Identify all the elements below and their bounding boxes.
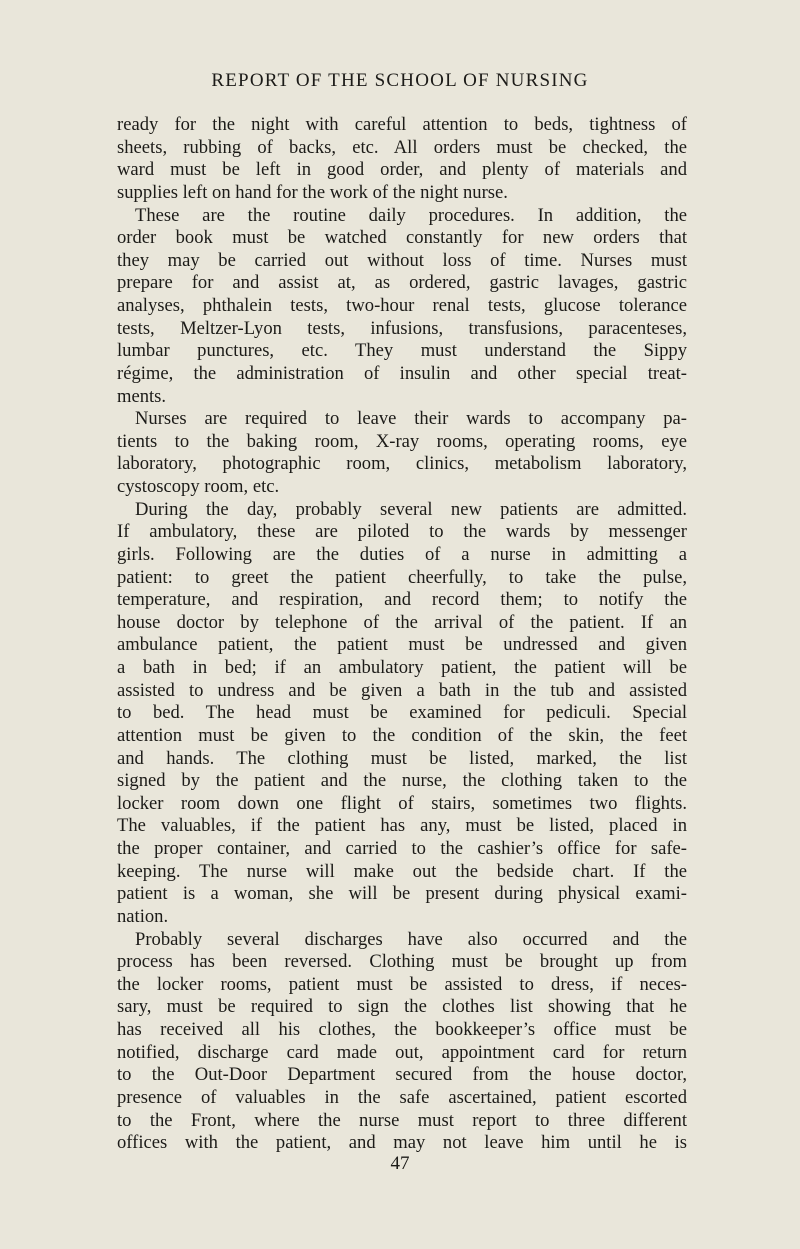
text-line: If ambulatory, these are piloted to the wards by messenger	[117, 521, 687, 543]
text-line: cystoscopy room, etc.	[117, 476, 280, 497]
text-line: supplies left on hand for the work of the night nurse.	[117, 181, 508, 203]
text-line: house doctor by telephone of the arrival of the patient. If an	[117, 611, 687, 633]
text-line: These are the routine daily procedures. In addition, the	[135, 204, 687, 226]
text-line: process has been reversed. Clothing must be brought up from	[117, 951, 687, 973]
text-line: tients to the baking room, X-ray rooms, operating rooms, eye	[117, 430, 687, 452]
text-line: and hands. The clothing must be listed, marked, the list	[117, 747, 687, 769]
text-line: sheets, rubbing of backs, etc. All orders must be checked, the	[117, 136, 687, 158]
text-line: to the Front, where the nurse must report to three different	[117, 1109, 687, 1131]
text-line: patient is a woman, she will be present during physical exami-	[117, 883, 687, 905]
running-head: REPORT OF THE SCHOOL OF NURSING	[211, 70, 589, 91]
body-text	[117, 114, 687, 1155]
text-line: nation.	[117, 905, 169, 927]
text-line: to bed. The head must be examined for pediculi. Special	[117, 702, 687, 724]
text-line: régime, the administration of insulin and other special treat-	[117, 362, 687, 384]
page-number: 47	[390, 1153, 410, 1174]
text-line: The valuables, if the patient has any, must be listed, placed in	[117, 815, 687, 837]
text-line: ments.	[117, 385, 167, 407]
text-line: During the day, probably several new patients are admitted.	[135, 498, 687, 520]
text-line: prepare for and assist at, as ordered, gastric lavages, gastric	[117, 272, 687, 294]
text-line: the proper container, and carried to the cashier’s office for safe-	[117, 838, 687, 859]
text-line: keeping. The nurse will make out the bedside chart. If the	[117, 860, 687, 882]
text-line: notified, discharge card made out, appointment card for return	[117, 1041, 687, 1063]
text-line: analyses, phthalein tests, two-hour renal tests, glucose tolerance	[117, 295, 687, 316]
text-line: ward must be left in good order, and plenty of materials and	[117, 159, 687, 181]
text-line: the locker rooms, patient must be assisted to dress, if neces-	[117, 973, 687, 995]
text-line: Nurses are required to leave their wards to accompany pa-	[135, 408, 687, 430]
text-line: presence of valuables in the safe ascertained, patient escorted	[117, 1086, 687, 1108]
text-line: a bath in bed; if an ambulatory patient, the patient will be	[117, 657, 687, 678]
text-line: they may be carried out without loss of time. Nurses must	[117, 249, 687, 271]
text-line: ready for the night with careful attention to beds, tightness of	[117, 114, 687, 135]
text-line: signed by the patient and the nurse, the clothing taken to the	[117, 770, 687, 792]
text-line: laboratory, photographic room, clinics, metabolism laboratory,	[117, 453, 687, 475]
text-line: sary, must be required to sign the clothes list showing that he	[117, 996, 687, 1018]
text-line: lumbar punctures, etc. They must understand the Sippy	[117, 340, 687, 362]
text-line: girls. Following are the duties of a nurse in admitting a	[117, 543, 687, 565]
text-line: locker room down one flight of stairs, sometimes two flights.	[117, 792, 687, 814]
text-line: ambulance patient, the patient must be undressed and given	[117, 634, 687, 656]
text-line: order book must be watched constantly for new orders that	[117, 227, 687, 249]
text-line: tests, Meltzer-Lyon tests, infusions, transfusions, paracenteses,	[117, 317, 687, 339]
text-line: to the Out-Door Department secured from the house doctor,	[117, 1064, 687, 1086]
text-line: offices with the patient, and may not leave him until he is	[117, 1132, 687, 1154]
text-line: has received all his clothes, the bookkeeper’s office must be	[117, 1019, 687, 1040]
text-line: patient: to greet the patient cheerfully, to take the pulse,	[117, 566, 687, 588]
text-line: attention must be given to the condition of the skin, the feet	[117, 724, 687, 746]
text-line: assisted to undress and be given a bath in the tub and assisted	[117, 679, 687, 701]
text-line: temperature, and respiration, and record them; to notify the	[117, 589, 687, 611]
text-line: Probably several discharges have also occurred and the	[135, 928, 687, 950]
